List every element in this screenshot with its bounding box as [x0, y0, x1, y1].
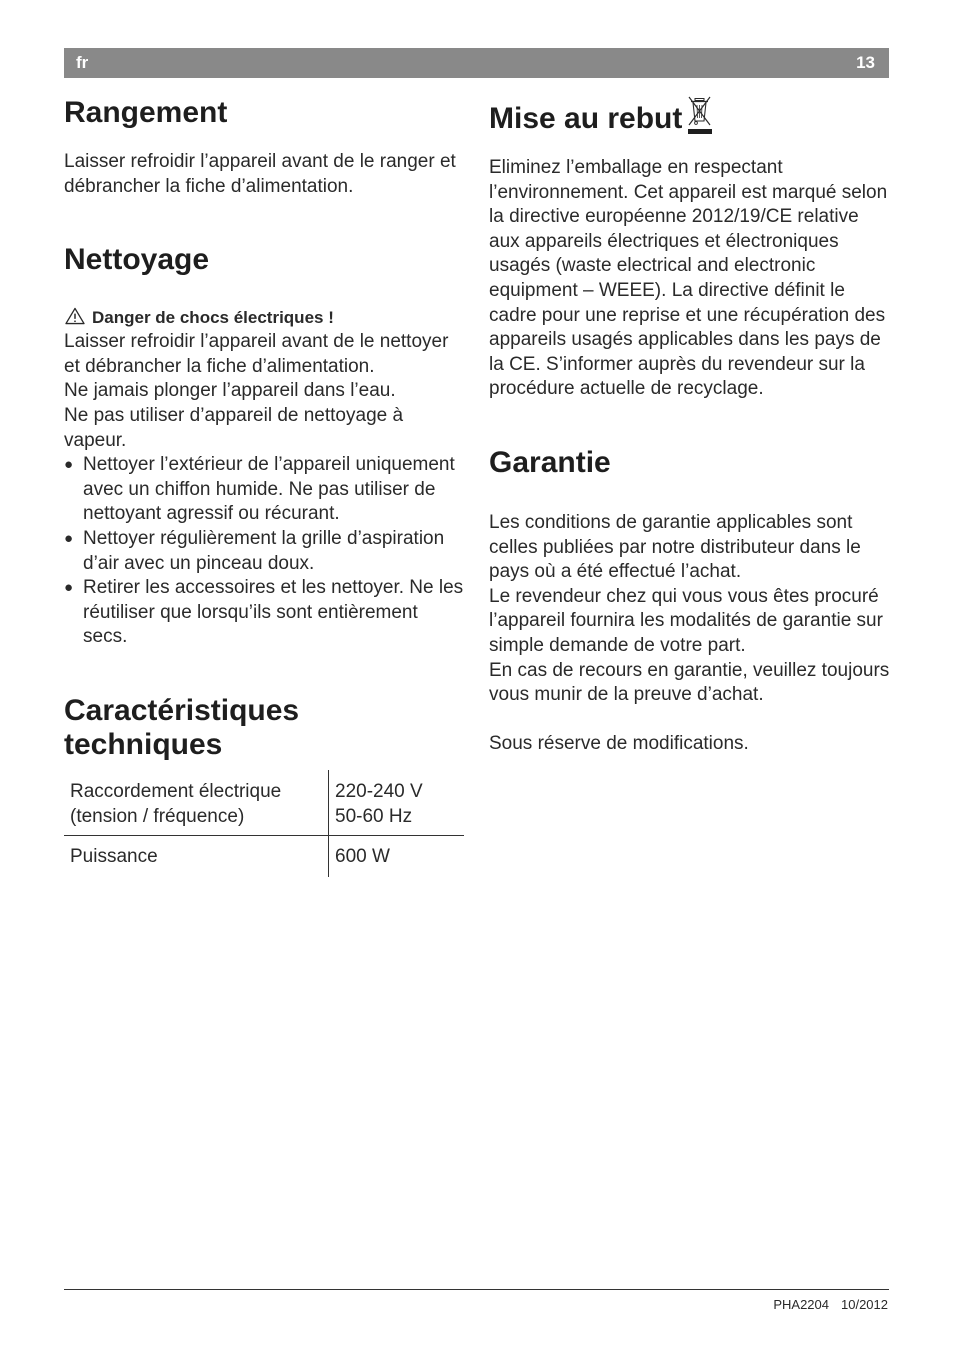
spec-value: 600 W: [335, 845, 390, 867]
heading-specs: Caractéristiques techniques: [64, 693, 300, 761]
bullet-glyph: ●: [64, 529, 74, 547]
bullet-glyph: ●: [64, 579, 74, 597]
footer-divider: [64, 1289, 889, 1290]
list-item: ● Retirer les accessoires et les nettoyer. Ne les réutiliser que lorsqu’ils sont entièrement secs.: [64, 577, 464, 648]
warning-text: Danger de chocs électriques !: [92, 308, 334, 328]
section-rangement: [64, 96, 466, 199]
cleaning-bullet-list: [64, 453, 466, 650]
disposal-text: Eliminez l’emballage en respectant l’environnement. Cet appareil est marqué selon la directive européenne 2012/19/CE relative aux appareils électriques et électroniques usagés (waste electrical and electronic equipment – WEEE). La directive définit le cadre pour une reprise et une récupération des appareils usagés applicables dans les pays de la CE. S’informer auprès du revendeur sur la procédure actuelle de recyclage.: [489, 157, 888, 400]
heading-disposal: Mise au rebut: [489, 96, 891, 136]
spec-value: 220-240 V 50-60 Hz: [329, 770, 465, 836]
crossed-bin-icon: [686, 96, 716, 136]
spec-label: Raccordement électrique (tension / fréquence): [64, 770, 329, 836]
page-header-bar: [64, 48, 889, 78]
specs-table: [64, 770, 464, 877]
footer: [761, 1297, 888, 1312]
bullet-glyph: ●: [64, 456, 74, 474]
heading-rangement: Rangement: [64, 96, 228, 129]
rangement-text: Laisser refroidir l’appareil avant de le ranger et débrancher la fiche d’alimentation.: [64, 151, 456, 197]
list-item: ● Nettoyer régulièrement la grille d’aspiration d’air avec un pinceau doux.: [64, 527, 445, 574]
warranty-paragraph: Les conditions de garantie applicables sont celles publiées par notre distributeur dans le pays où a été effectué l’achat.: [489, 511, 861, 583]
footer-date: 10/2012: [841, 1297, 888, 1312]
nettoyage-paragraph: Laisser refroidir l’appareil avant de le nettoyer et débrancher la fiche d’alimentation.: [64, 331, 449, 377]
heading-warranty: Garantie: [489, 445, 611, 479]
footer-model: PHA2204: [773, 1297, 829, 1312]
heading-nettoyage: Nettoyage: [64, 243, 210, 277]
section-nettoyage: [64, 243, 466, 650]
table-row: [64, 770, 464, 836]
page-number: 13: [856, 53, 875, 72]
warranty-note: Sous réserve de modifications.: [489, 733, 749, 755]
right-column: [489, 96, 891, 757]
section-disposal: [489, 96, 891, 402]
table-row: [64, 835, 464, 877]
nettoyage-paragraph: Ne pas utiliser d’appareil de nettoyage à vapeur.: [64, 404, 404, 451]
spec-label: Puissance: [64, 835, 329, 877]
left-column: [64, 96, 466, 877]
language-code: fr: [76, 53, 89, 72]
warranty-paragraph: En cas de recours en garantie, veuillez toujours vous munir de la preuve d’achat.: [489, 659, 890, 706]
section-specs: [64, 694, 466, 877]
list-item: ● Nettoyer l’extérieur de l’appareil uniquement avec un chiffon humide. Ne pas utiliser de nettoyant agressif ou récurant.: [64, 454, 455, 525]
section-warranty: [489, 446, 891, 757]
warning-line: [64, 306, 466, 330]
warranty-paragraph: Le revendeur chez qui vous vous êtes procuré l’appareil fournira les modalités de garantie sur simple demande de votre part.: [489, 585, 883, 656]
nettoyage-paragraph: Ne jamais plonger l’appareil dans l’eau.: [64, 380, 396, 402]
warning-triangle-icon: [64, 307, 86, 325]
